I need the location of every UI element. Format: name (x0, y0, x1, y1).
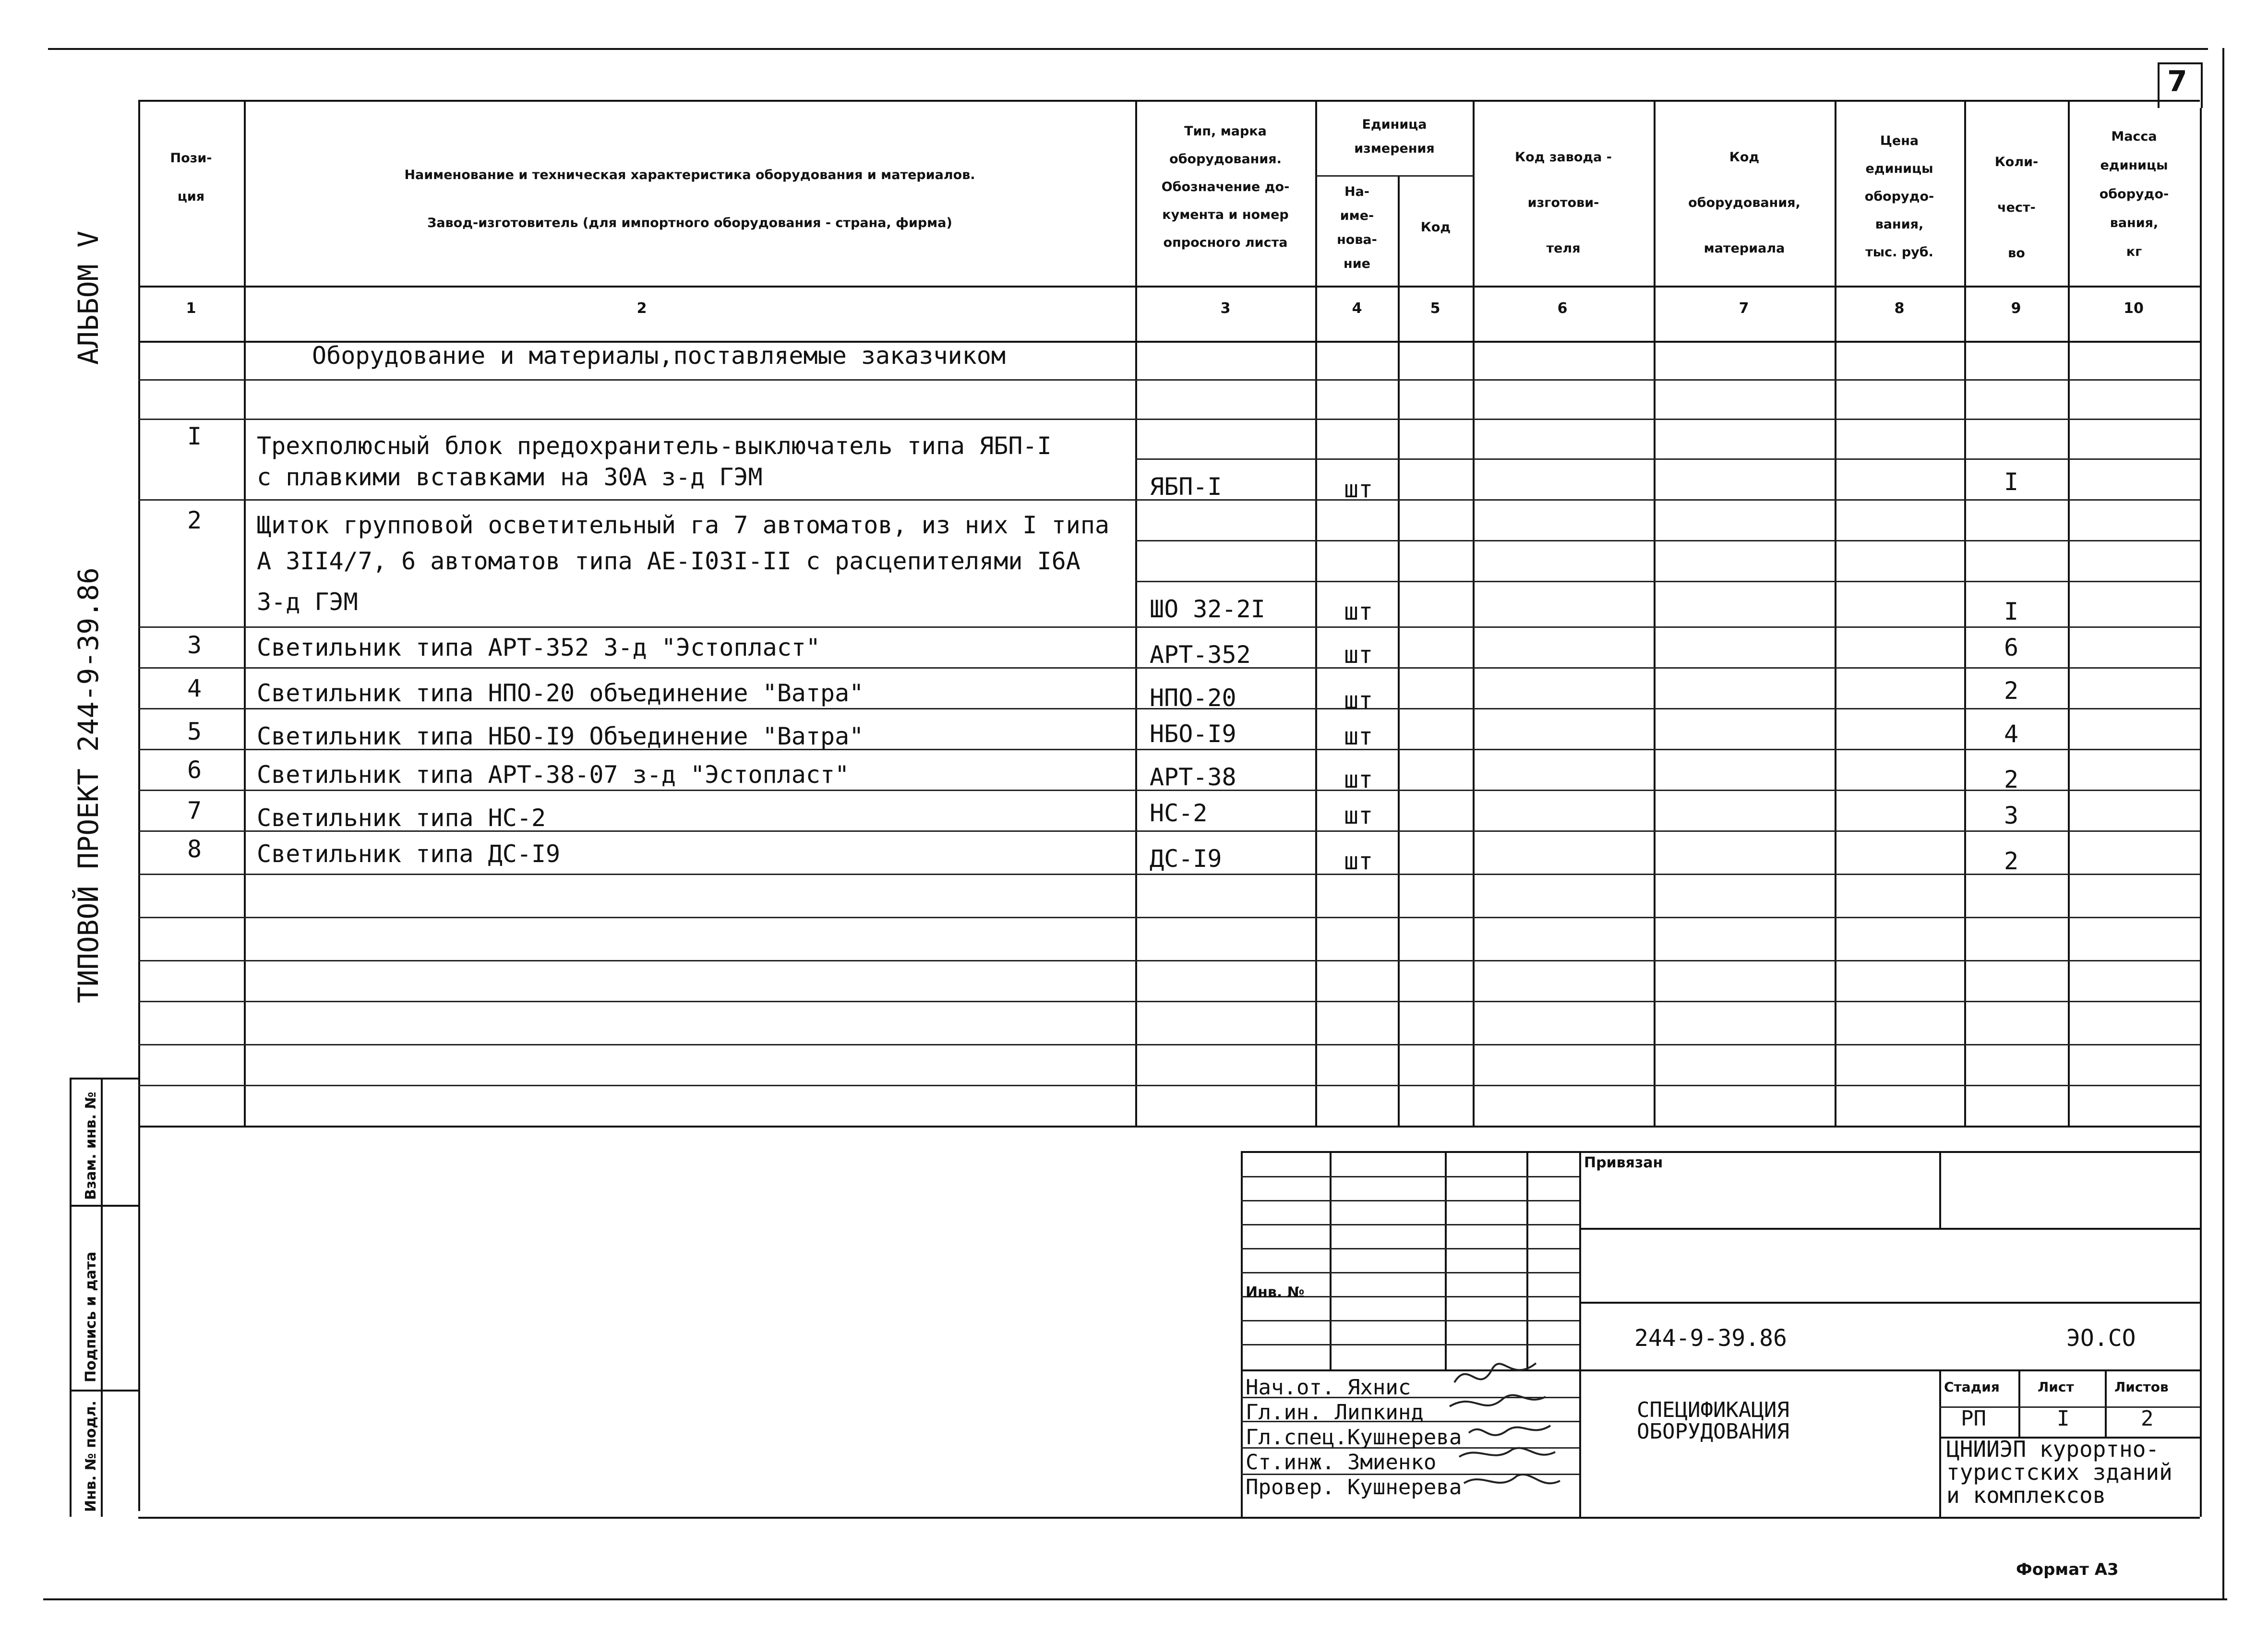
colnum-7: 7 (1739, 300, 1749, 317)
header-bottom (138, 286, 2200, 288)
hdr-unit: Единица измерения (1354, 117, 1435, 156)
row-type: НПО-20 (1150, 684, 1236, 712)
row-pos: 2 (187, 506, 202, 534)
sig-role: Гл.спец. (1246, 1425, 1347, 1450)
row-pos: 4 (187, 674, 202, 702)
row-qty: 2 (2004, 677, 2019, 705)
doc-title: СПЕЦИФИКАЦИЯ ОБОРУДОВАНИЯ (1637, 1398, 1789, 1444)
sig-role: Провер. (1246, 1475, 1335, 1500)
sig-name: Липкинд (1334, 1400, 1424, 1425)
row-qty: 3 (2004, 802, 2019, 829)
right-border (2222, 48, 2224, 1598)
organization: ЦНИИЭП курортно- туристских зданий и комплексов (1946, 1436, 2172, 1508)
row-unit: шт (1344, 802, 1373, 829)
sig-role: Гл.ин. (1246, 1400, 1322, 1425)
row-unit: шт (1344, 686, 1373, 714)
sig-name: Кушнерева (1347, 1425, 1462, 1450)
project-label: ТИПОВОЙ ПРОЕКТ 244-9-39.86 (72, 567, 105, 1003)
top-border (48, 48, 2208, 50)
colnum-9: 9 (2011, 300, 2021, 317)
inv-label: Инв. № (1246, 1284, 1305, 1301)
row-pos: 5 (187, 718, 202, 745)
hdr-unit-code: Код (1420, 220, 1451, 235)
row-name: Трехполюсный блок предохранитель-выключатель типа ЯБП-I (257, 432, 1052, 460)
row-type: ШО 32-2I (1150, 595, 1265, 623)
sheets-value: 2 (2141, 1406, 2154, 1431)
row-pos: 3 (187, 631, 202, 659)
album-label: АЛЬБОМ V (72, 230, 105, 365)
row-name: З-д ГЭМ (257, 588, 358, 616)
colnum-4: 4 (1352, 300, 1362, 317)
left-stamp-box (70, 1078, 72, 1517)
row-pos: 8 (187, 835, 202, 863)
hdr-name: Наименование и техническая характеристика оборудования и материалов. Завод-изготовитель (для импортного оборудования - страна, фирма) (404, 168, 975, 230)
stage-value: РП (1961, 1406, 1986, 1431)
frame-bottom (138, 1517, 2200, 1519)
table-bottom (138, 1126, 2200, 1128)
stamp-field-inv: Инв. № подл. (83, 1400, 99, 1512)
bottom-border (43, 1598, 2227, 1600)
row-name: Светильник типа НС-2 (257, 804, 546, 832)
row-pos: 6 (187, 756, 202, 784)
row-type: АРТ-38 (1150, 763, 1236, 791)
row-type: АРТ-352 (1150, 641, 1251, 669)
hdr-quantity: Коли- чест- во (1994, 155, 2039, 261)
row-name: Щиток групповой осветительный га 7 автоматов, из них I типа (257, 511, 1110, 539)
row-pos: 7 (187, 797, 202, 825)
doc-code: 244-9-39.86 (1634, 1325, 1787, 1352)
colnum-2: 2 (636, 300, 647, 317)
stage-label: Стадия (1944, 1379, 2000, 1395)
colnum-3: 3 (1220, 300, 1231, 317)
row-pos: I (187, 422, 202, 450)
sig-role: Нач.от. (1246, 1375, 1335, 1400)
colnum-6: 6 (1557, 300, 1568, 317)
sheet-number: 7 (2167, 65, 2187, 98)
frame-right (2200, 108, 2202, 1517)
row-unit: шт (1344, 766, 1373, 793)
row-qty: 2 (2004, 847, 2019, 875)
row-name: А 3II4/7, 6 автоматов типа АЕ-I03I-II с расцепителями I6А (257, 547, 1080, 575)
row-name: Светильник типа АРТ-38-07 з-д "Эстопласт" (257, 761, 850, 789)
doc-mark: ЭО.СО (2066, 1325, 2136, 1352)
row-unit: шт (1344, 641, 1373, 669)
stamp-field-signature: Подпись и дата (83, 1251, 99, 1382)
col-line-4 (1398, 175, 1400, 1126)
row-qty: 4 (2004, 720, 2019, 748)
row-type: НС-2 (1150, 799, 1208, 827)
frame-top (138, 100, 2200, 102)
hdr-equipment-code: Код оборудования, материала (1688, 150, 1800, 256)
frame-left (138, 100, 140, 1511)
row-name: Светильник типа ДС-I9 (257, 840, 561, 868)
sheet-label: Лист (2038, 1379, 2074, 1395)
sig-name: Яхнис (1347, 1375, 1411, 1400)
sig-name: Змиенко (1347, 1450, 1437, 1475)
colnum-1: 1 (186, 300, 196, 317)
format-label: Формат А3 (2016, 1560, 2119, 1579)
row-qty: 6 (2004, 634, 2019, 661)
colnum-5: 5 (1430, 300, 1440, 317)
row-qty: 2 (2004, 766, 2019, 793)
colnum-8: 8 (1894, 300, 1905, 317)
hdr-mass: Масса единицы оборудо- вания, кг (2099, 129, 2169, 259)
privyazan-label: Привязан (1584, 1154, 1663, 1171)
row-name: Светильник типа АРТ-352 З-д "Эстопласт" (257, 634, 820, 661)
row-type: НБО-I9 (1150, 720, 1236, 748)
row-unit: шт (1344, 475, 1373, 503)
signature-scribbles (1440, 1354, 1584, 1512)
row-qty: I (2004, 468, 2019, 496)
hdr-price: Цена единицы оборудо- вания, тыс. руб. (1864, 133, 1934, 260)
sig-name: Кушнерева (1347, 1475, 1462, 1500)
row-unit: шт (1344, 598, 1373, 625)
section-title: Оборудование и материалы,поставляемые заказчиком (312, 342, 1006, 370)
hdr-position: Пози- ция (170, 151, 212, 204)
row-name: с плавкими вставками на 30А з-д ГЭМ (257, 463, 763, 491)
row-type: ЯБП-I (1150, 473, 1222, 501)
colnum-10: 10 (2124, 300, 2144, 317)
row-qty: I (2004, 598, 2019, 625)
sheets-label: Листов (2114, 1379, 2169, 1395)
hdr-type: Тип, марка оборудования. Обозначение до- кумента и номер опросного листа (1161, 124, 1290, 250)
row-type: ДС-I9 (1150, 845, 1222, 873)
hdr-factory-code: Код завода - изготови- теля (1515, 150, 1612, 256)
hdr-unit-name: На- име- нова- ние (1337, 184, 1377, 271)
row-name: Светильник типа НБО-I9 Объединение "Ватра" (257, 722, 864, 750)
col-line-1 (244, 100, 246, 1127)
signatures (1246, 1375, 1462, 1500)
row-unit: шт (1344, 722, 1373, 750)
row-unit: шт (1344, 847, 1373, 875)
stamp-field-replace: Взам. инв. № (83, 1092, 99, 1200)
row-name: Светильник типа НПО-20 объединение "Ватра" (257, 679, 864, 707)
sheet-value: I (2057, 1406, 2070, 1431)
sig-role: Ст.инж. (1246, 1450, 1335, 1475)
